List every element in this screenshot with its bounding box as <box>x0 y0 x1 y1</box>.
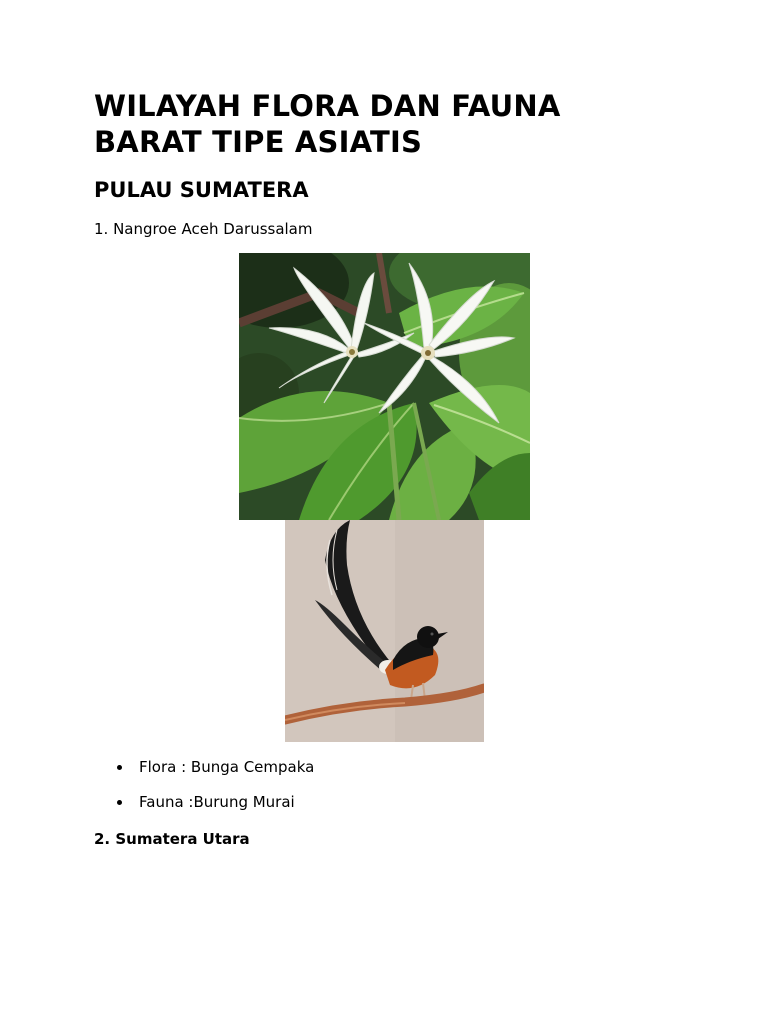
cempaka-flower-photo <box>239 253 530 520</box>
region-heading-2: 2. Sumatera Utara <box>94 830 250 848</box>
flora-fauna-list <box>115 757 314 827</box>
page-title-line-1: WILAYAH FLORA DAN FAUNA <box>94 89 561 123</box>
bullet-icon <box>117 800 122 805</box>
list-item-label: Fauna :Burung Murai <box>139 793 295 811</box>
region-heading-1: 1. Nangroe Aceh Darussalam <box>94 220 313 238</box>
list-item-label: Flora : Bunga Cempaka <box>139 758 315 776</box>
bullet-icon <box>117 765 122 770</box>
list-item-flora <box>115 757 314 777</box>
page-title-line-2: BARAT TIPE ASIATIS <box>94 125 423 159</box>
murai-bird-photo <box>285 520 484 742</box>
list-item-fauna <box>115 792 314 812</box>
page-title <box>94 88 654 160</box>
section-heading: PULAU SUMATERA <box>94 178 309 202</box>
